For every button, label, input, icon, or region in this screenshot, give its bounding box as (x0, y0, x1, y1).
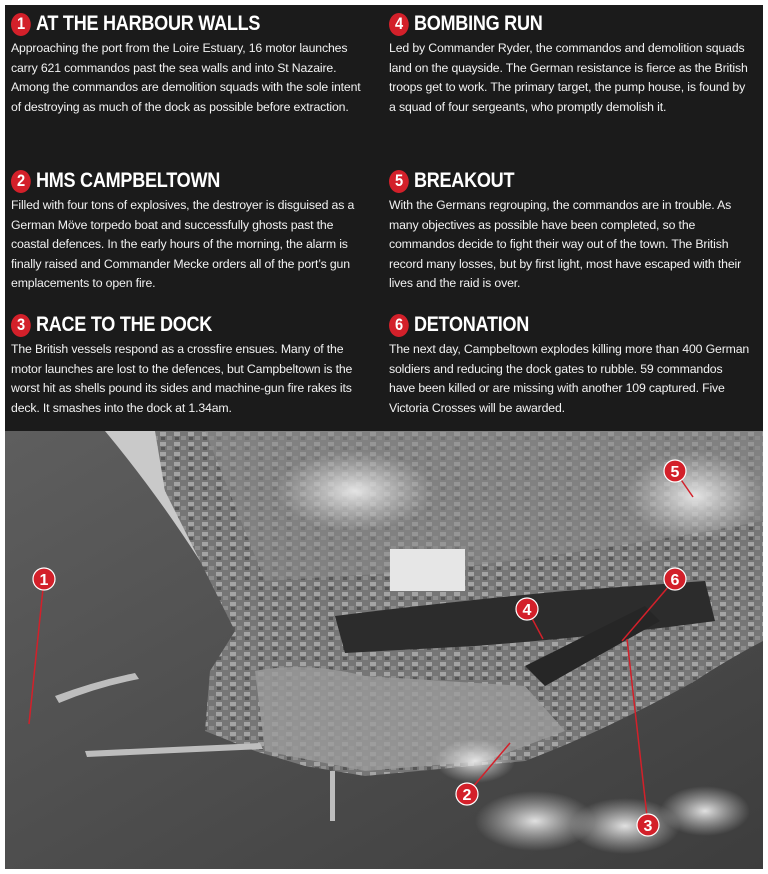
section-6-title: DETONATION (413, 313, 530, 336)
section-6-body: The next day, Campbeltown explodes killing more than 400 German soldiers and reducing the dock gates to rubble. 59 commandos have been killed or are missing with another 109 captured. Five Victoria Crosses will be awarded. (389, 342, 750, 415)
section-5-heading (389, 166, 700, 196)
map-marker-1-label: 1 (39, 572, 49, 589)
section-2-heading (11, 166, 322, 196)
map-marker-6 (664, 568, 686, 590)
section-3-number-badge: 3 (11, 314, 31, 337)
map-marker-5 (664, 460, 686, 482)
map-marker-3-label: 3 (643, 818, 653, 835)
section-4-number-badge: 4 (389, 13, 409, 36)
aerial-harbour-photo (5, 431, 763, 869)
map-marker-2-label: 2 (462, 787, 472, 804)
map-marker-4 (516, 598, 538, 620)
section-3-title: RACE TO THE DOCK (35, 313, 213, 336)
map-marker-6-label: 6 (670, 572, 680, 589)
section-3-body: The British vessels respond as a crossfire ensues. Many of the motor launches are lost to the defences, but Campbeltown is the worst hit as shells pound its sides and machine-gun fire rakes its deck. It smashes into the dock at 1.34am. (11, 342, 353, 415)
section-6 (389, 310, 751, 418)
section-5-number-badge: 5 (389, 170, 409, 193)
map-marker-4-label: 4 (522, 602, 532, 619)
map-marker-3 (637, 814, 659, 836)
map-marker-5-label: 5 (670, 464, 680, 481)
section-4-body: Led by Commander Ryder, the commandos and demolition squads land on the quayside. The German resistance is fierce as the British troops get to work. The primary target, the pump house, is found by a squad of four sergeants, who promptly demolish it. (389, 41, 748, 114)
section-1 (11, 9, 373, 117)
section-5 (389, 166, 751, 294)
text-panel (5, 5, 763, 431)
section-1-number-badge: 1 (11, 13, 31, 36)
section-1-body: Approaching the port from the Loire Estuary, 16 motor launches carry 621 commandos past the sea walls and into St Nazaire. Among the commandos are demolition squads with the sole intent of destroying as much of the dock as possible before extraction. (11, 41, 361, 114)
section-4-heading (389, 9, 700, 39)
map-marker-2 (456, 783, 478, 805)
submarine-pens (390, 549, 465, 591)
section-4-title: BOMBING RUN (413, 12, 543, 35)
section-2 (11, 166, 373, 294)
smoke-cloud (275, 451, 435, 531)
section-6-number-badge: 6 (389, 314, 409, 337)
section-1-title: AT THE HARBOUR WALLS (35, 12, 261, 35)
map-marker-1 (33, 568, 55, 590)
section-4 (389, 9, 751, 117)
section-3-heading (11, 310, 322, 340)
section-5-title: BREAKOUT (413, 169, 515, 192)
section-5-body: With the Germans regrouping, the commandos are in trouble. As many objectives as possible have been completed, so the commandos decide to fight their way out of the town. The British record many losses, but by first light, most have escaped with their lives and the raid is over. (389, 198, 742, 290)
section-6-heading (389, 310, 700, 340)
section-2-body: Filled with four tons of explosives, the destroyer is disguised as a German Möve torpedo boat and successfully ghosts past the coastal defences. In the early hours of the morning, the alarm is finally raised and Commander Mecke orders all of the port’s gun emplacements to open fire. (11, 198, 355, 290)
section-1-heading (11, 9, 322, 39)
section-2-title: HMS CAMPBELTOWN (35, 169, 221, 192)
section-3 (11, 310, 373, 418)
section-2-number-badge: 2 (11, 170, 31, 193)
aerial-photo-illustration (5, 431, 763, 869)
